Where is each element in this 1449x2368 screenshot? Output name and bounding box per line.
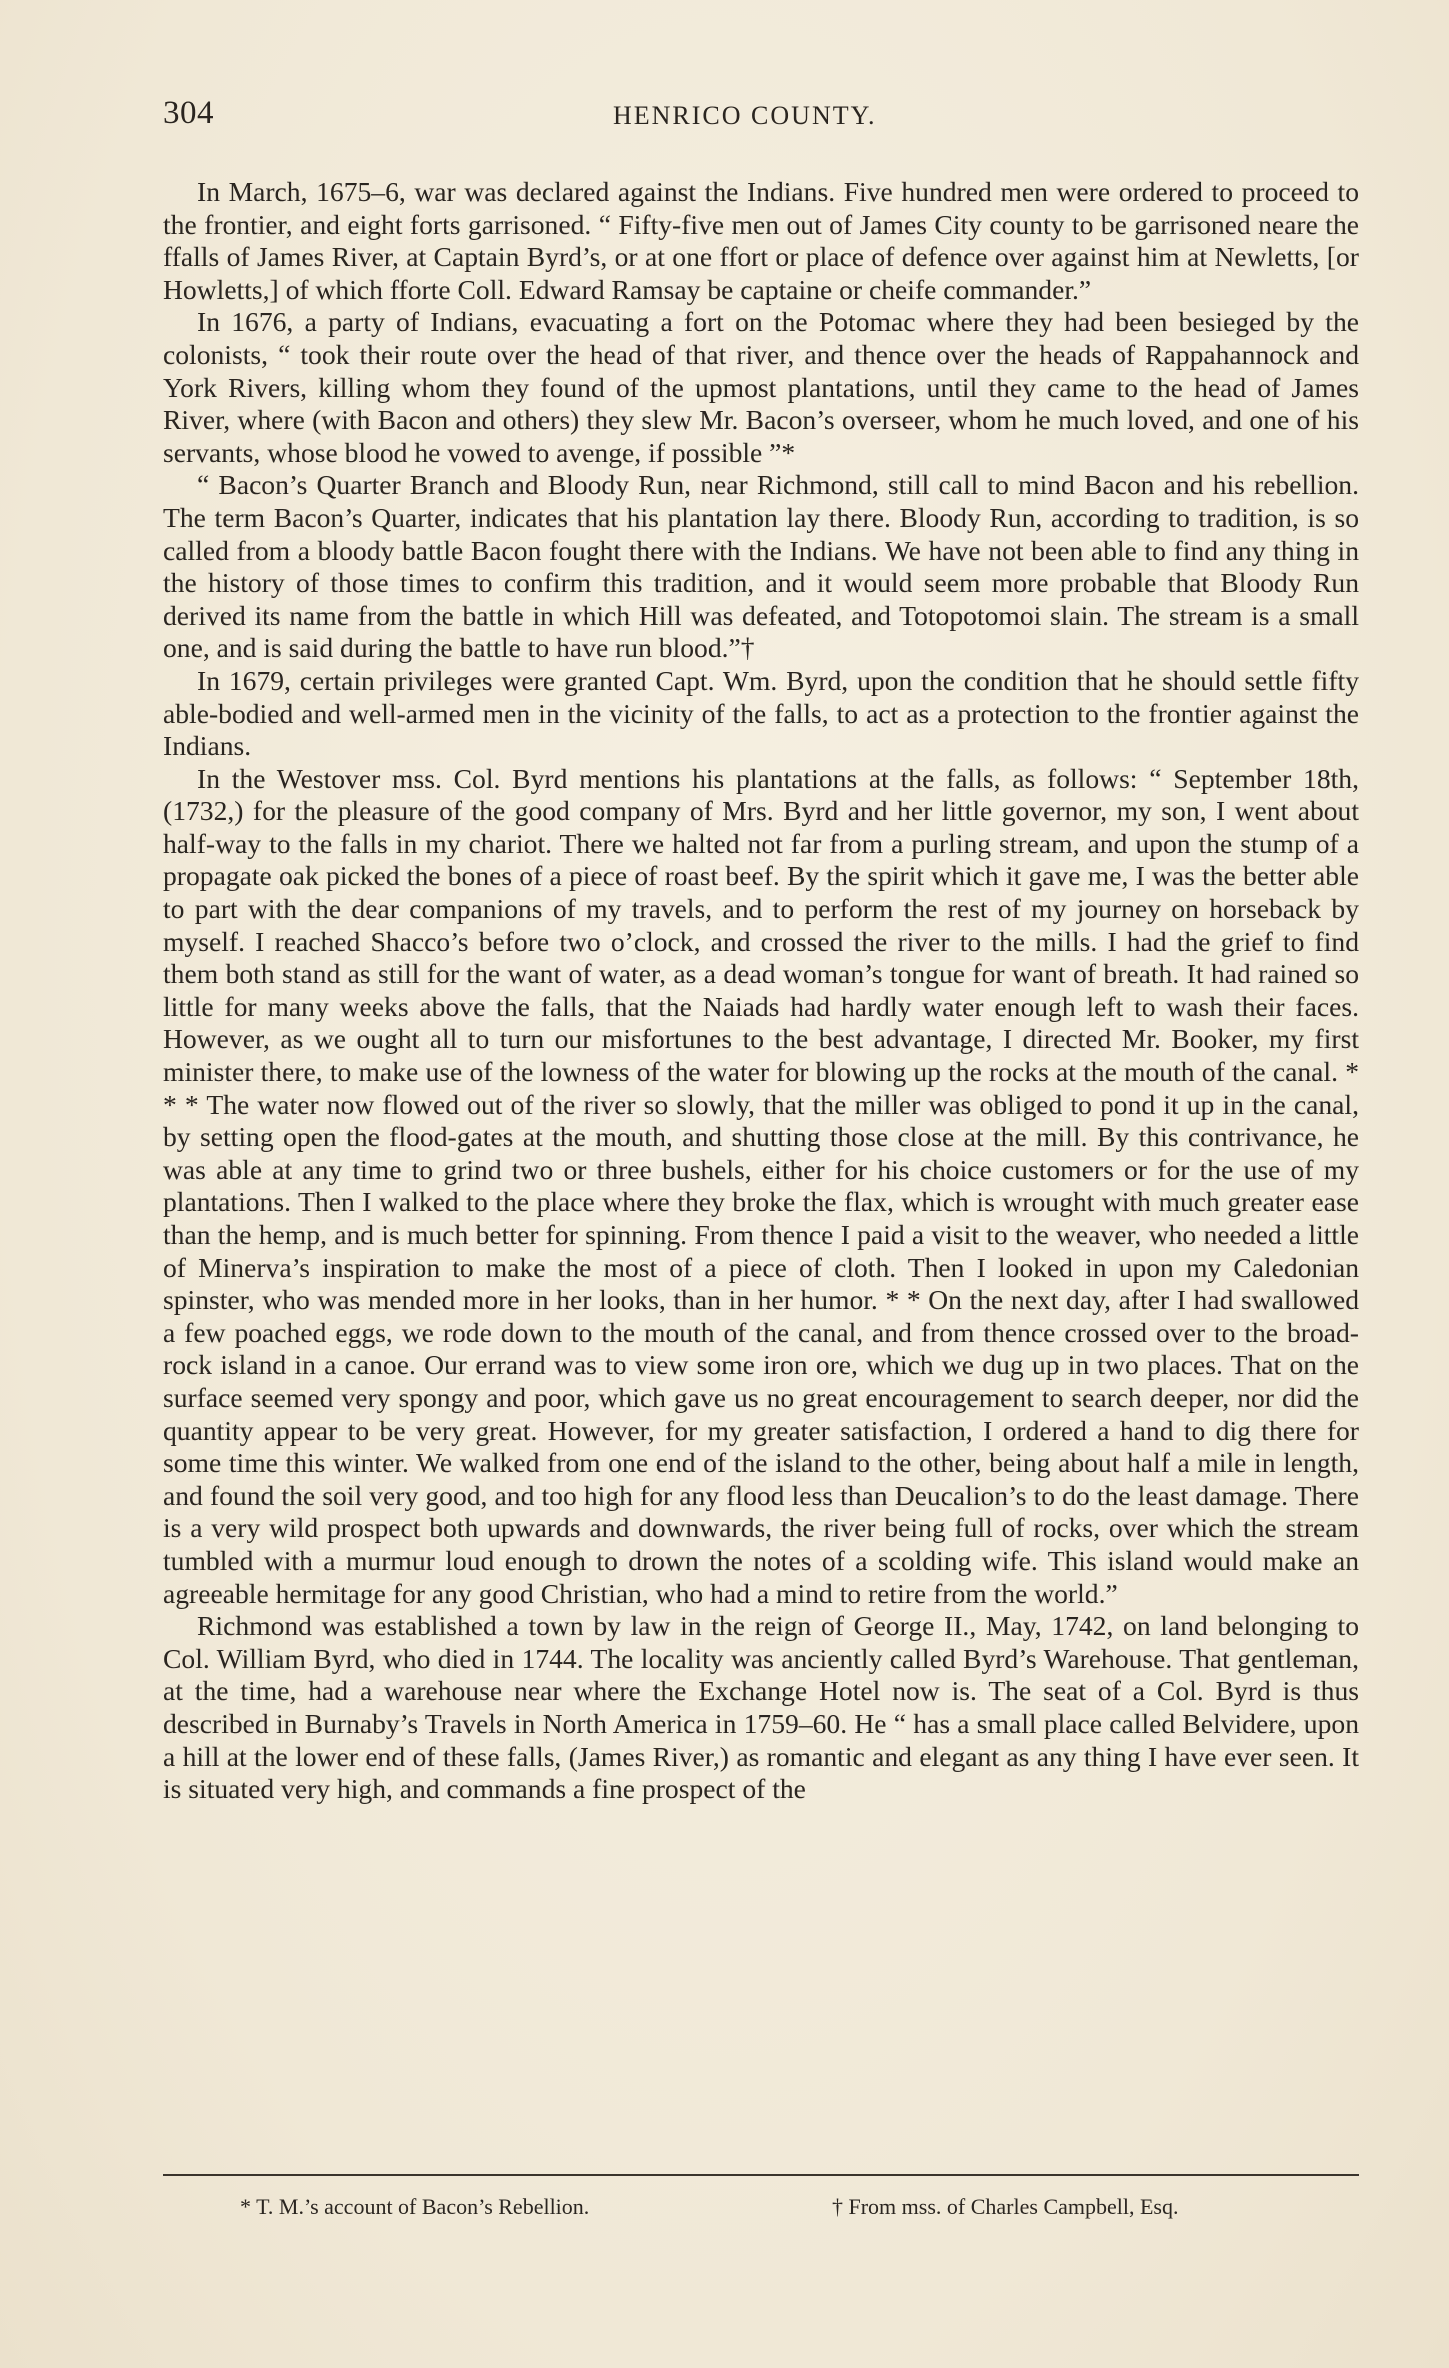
paragraph-1679-privileges: In 1679, certain privileges were granted Capt. Wm. Byrd, upon the condition that he should settle fifty able-bodied and well-armed men in the vicinity of the falls, to act as a protection to the frontier against the Indians. <box>163 664 1359 762</box>
paragraph-war-declared: In March, 1675–6, war was declared against the Indians. Five hundred men were ordered to proceed to the frontier, and eight forts garrisoned. “ Fifty-five men out of James City county to be garrisoned neare the ffalls of James River, at Captain Byrd’s, or at one ffort or place of defence over against him at Newletts, [or Howletts,] of which fforte Coll. Edward Ramsay be captaine or cheife commander.” <box>163 176 1359 305</box>
body-text <box>163 176 1359 1806</box>
paragraph-1676-indians: In 1676, a party of Indians, evacuating a fort on the Potomac where they had been besieged by the colonists, “ took their route over the head of that river, and thence over the heads of Rappahannock and York Rivers, killing whom they found of the upmost plantations, until they came to the head of James River, where (with Bacon and others) they slew Mr. Bacon’s overseer, whom he much loved, and one of his servants, whose blood he vowed to avenge, if possible ”* <box>163 306 1359 468</box>
page-header <box>163 95 1359 135</box>
running-head: HENRICO COUNTY. <box>613 101 877 130</box>
footnote-charles-campbell: † From mss. of Charles Campbell, Esq. <box>832 2194 1179 2219</box>
footnote-bacons-rebellion: * T. M.’s account of Bacon’s Rebellion. <box>240 2194 590 2219</box>
paragraph-westover-mss: In the Westover mss. Col. Byrd mentions his plantations at the falls, as follows: “ September 18th, (1732,) for the pleasure of the good company of Mrs. Byrd and her little governor, my son, I went about half-way to the falls in my chariot. There we halted not far from a purling stream, and upon the stump of a propagate oak picked the bones of a piece of roast beef. By the spirit which it gave me, I was the better able to part with the dear companions of my travels, and to perform the rest of my journey on horseback by myself. I reached Shacco’s before two o’clock, and crossed the river to the mills. I had the grief to find them both stand as still for the want of water, as a dead woman’s tongue for want of breath. It had rained so little for many weeks above the falls, that the Naiads had hardly water enough left to wash their faces. However, as we ought all to turn our misfortunes to the best advantage, I directed Mr. Booker, my first minister there, to make use of the lowness of the water for blowing up the rocks at the mouth of the canal. * * * The water now flowed out of the river so slowly, that the miller was obliged to pond it up in the canal, by setting open the flood-gates at the mouth, and shutting those close at the mill. By this contrivance, he was able at any time to grind two or three bushels, either for his choice customers or for the use of my plantations. Then I walked to the place where they broke the flax, which is wrought with much greater ease than the hemp, and is much better for spinning. From thence I paid a visit to the weaver, who needed a little of Minerva’s inspiration to make the most of a piece of cloth. Then I looked in upon my Caledonian spinster, who was mended more in her looks, than in her humor. * * On the next day, after I had swallowed a few poached eggs, we rode down to the mouth of the canal, and from thence crossed over to the broad-rock island in a canoe. Our errand was to view some iron ore, which we dug up in two places. That on the surface seemed very spongy and poor, which gave us no great encouragement to search deeper, nor did the quantity appear to be very great. However, for my greater satisfaction, I ordered a hand to dig there for some time this winter. We walked from one end of the island to the other, being about half a mile in length, and found the soil very good, and too high for any flood less than Deucalion’s to do the least damage. There is a very wild prospect both upwards and downwards, the river being full of rocks, over which the stream tumbled with a murmur loud enough to drown the notes of a scolding wife. This island would make an agreeable hermitage for any good Christian, who had a mind to retire from the world.” <box>163 762 1359 1609</box>
paragraph-richmond-established: Richmond was established a town by law in the reign of George II., May, 1742, on land belonging to Col. William Byrd, who died in 1744. The locality was anciently called Byrd’s Warehouse. That gentleman, at the time, had a warehouse near where the Exchange Hotel now is. The seat of a Col. Byrd is thus described in Burnaby’s Travels in North America in 1759–60. He “ has a small place called Belvidere, upon a hill at the lower end of these falls, (James River,) as romantic and elegant as any thing I have ever seen. It is situated very high, and commands a fine prospect of the <box>163 1610 1359 1805</box>
page-number: 304 <box>163 95 214 131</box>
paragraph-bacons-quarter: “ Bacon’s Quarter Branch and Bloody Run, near Richmond, still call to mind Bacon and his rebellion. The term Bacon’s Quarter, indicates that his plantation lay there. Bloody Run, according to tradition, is so called from a bloody battle Bacon fought there with the Indians. We have not been able to find any thing in the history of those times to confirm this tradition, and it would seem more probable that Bloody Run derived its name from the battle in which Hill was defeated, and Totopotomoi slain. The stream is a small one, and is said during the battle to have run blood.”† <box>163 469 1359 664</box>
footnote-divider <box>163 2174 1359 2176</box>
